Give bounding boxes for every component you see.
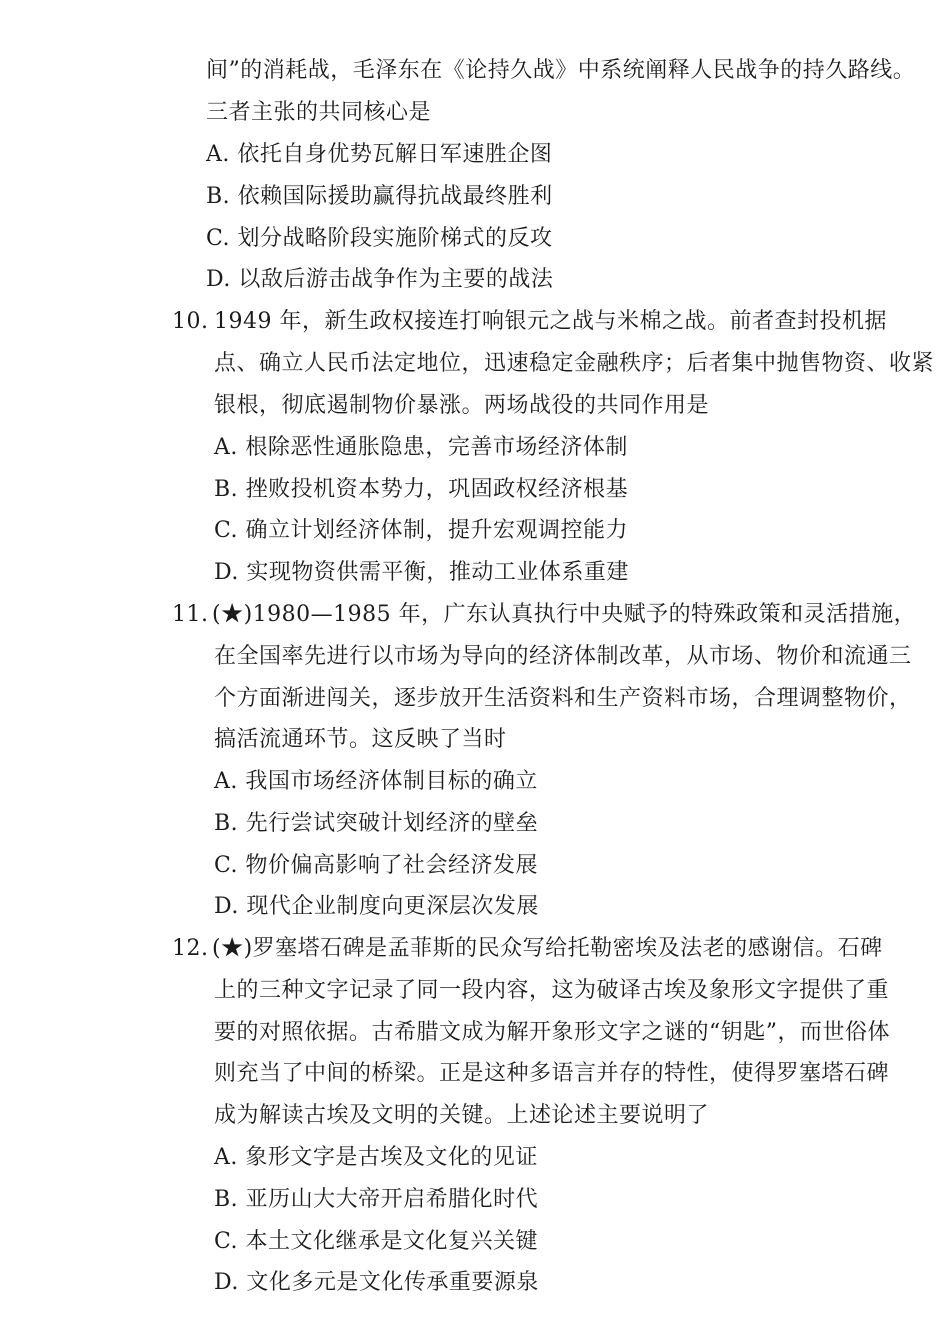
q10-number: 10. [172, 309, 209, 334]
q10-stem-line: 点、确立人民币法定地位，迅速稳定金融秩序；后者集中抛售物资、收紧 [214, 351, 935, 376]
q12-option-c: C. 本土文化继承是文化复兴关键 [214, 1229, 539, 1254]
q9-stem-line: 三者主张的共同核心是 [206, 100, 432, 125]
q11-stem-line: (★)1980—1985 年，广东认真执行中央赋予的特殊政策和灵活措施， [212, 602, 917, 627]
q12-stem-line: (★)罗塞塔石碑是孟菲斯的民众写给托勒密埃及法老的感谢信。石碑 [212, 936, 883, 961]
q12-stem-line: 成为解读古埃及文明的关键。上述论述主要说明了 [214, 1103, 710, 1128]
q12-stem-line: 上的三种文字记录了同一段内容，这为破译古埃及象形文字提供了重 [214, 978, 890, 1003]
q10-option-c: C. 确立计划经济体制，提升宏观调控能力 [214, 518, 629, 543]
q12-stem-line: 则充当了中间的桥梁。正是这种多语言并存的特性，使得罗塞塔石碑 [214, 1061, 890, 1086]
q11-stem-line: 搞活流通环节。这反映了当时 [214, 727, 507, 752]
q11-option-c: C. 物价偏高影响了社会经济发展 [214, 853, 539, 878]
q12-option-a: A. 象形文字是古埃及文化的见证 [214, 1145, 538, 1170]
q9-option-d: D. 以敌后游击战争作为主要的战法 [206, 267, 554, 292]
q11-stem-line: 在全国率先进行以市场为导向的经济体制改革，从市场、物价和流通三 [214, 644, 912, 669]
q10-option-b: B. 挫败投机资本势力，巩固政权经济根基 [214, 477, 629, 502]
q10-option-a: A. 根除恶性通胀隐患，完善市场经济体制 [214, 435, 628, 460]
q11-option-a: A. 我国市场经济体制目标的确立 [214, 769, 538, 794]
q12-option-d: D. 文化多元是文化传承重要源泉 [214, 1270, 539, 1295]
q11-option-b: B. 先行尝试突破计划经济的壁垒 [214, 811, 539, 836]
q11-stem-line: 个方面渐进闯关，逐步放开生活资料和生产资料市场，合理调整物价， [214, 686, 912, 711]
q10-stem-line: 1949 年，新生政权接连打响银元之战与米棉之战。前者查封投机据 [214, 309, 887, 334]
q10-option-d: D. 实现物资供需平衡，推动工业体系重建 [214, 560, 629, 585]
q12-stem-line: 要的对照依据。古希腊文成为解开象形文字之谜的“钥匙”，而世俗体 [214, 1020, 890, 1045]
q12-number: 12. [172, 936, 209, 961]
q9-option-c: C. 划分战略阶段实施阶梯式的反攻 [206, 226, 553, 251]
q12-option-b: B. 亚历山大大帝开启希腊化时代 [214, 1187, 539, 1212]
q9-stem-line: 间”的消耗战，毛泽东在《论持久战》中系统阐释人民战争的持久路线。 [206, 58, 916, 83]
q11-number: 11. [172, 602, 209, 627]
q9-option-b: B. 依赖国际援助赢得抗战最终胜利 [206, 184, 553, 209]
q11-option-d: D. 现代企业制度向更深层次发展 [214, 894, 539, 919]
q9-option-a: A. 依托自身优势瓦解日军速胜企图 [206, 142, 553, 167]
q10-stem-line: 银根，彻底遏制物价暴涨。两场战役的共同作用是 [214, 393, 710, 418]
